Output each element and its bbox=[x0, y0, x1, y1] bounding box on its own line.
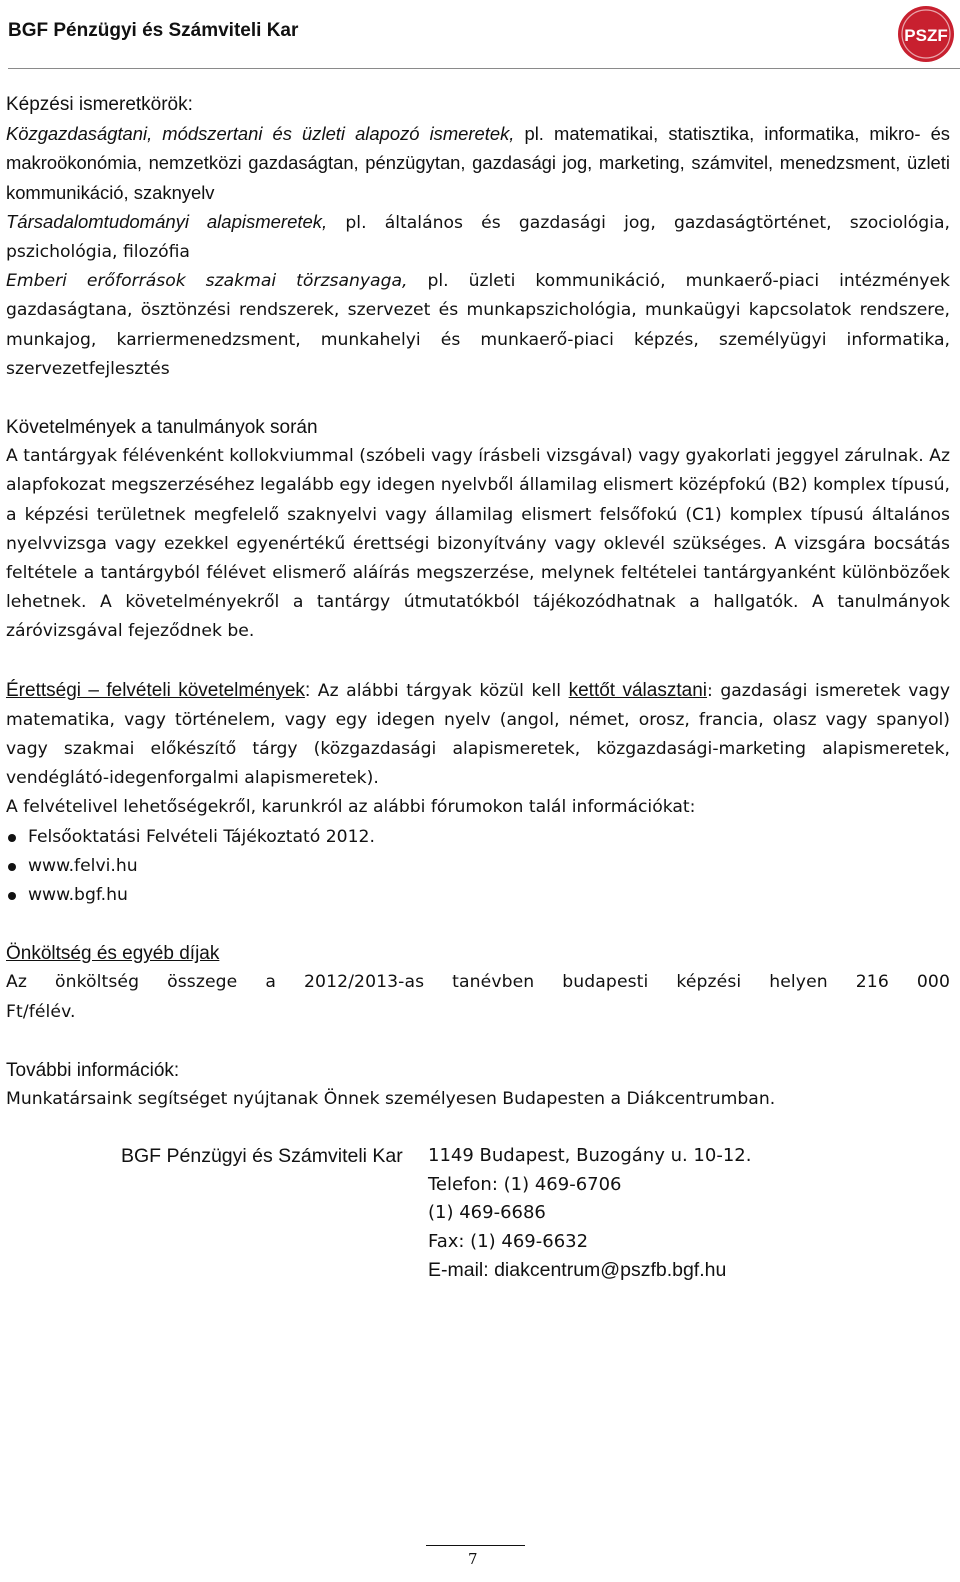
admission-text-after: : gazdasági ismeretek vagy matematika, vagy történelem, vagy egy idegen nyelv (angol, német, orosz, francia, olasz vagy spanyol) vagy szakmai előkészítő tárgy (közgazdasági alapismeretek, közgazdasági-marketing alapismeretek, vendéglátó-idegenforgalmi alapismeretek). bbox=[6, 680, 950, 789]
admission-colon: : bbox=[304, 679, 311, 701]
pszf-logo bbox=[896, 4, 956, 64]
header-divider bbox=[8, 68, 960, 69]
training-item-3-label: Emberi erőforrások szakmai törzsanyaga, bbox=[6, 271, 408, 292]
contact-name: BGF Pénzügyi és Számviteli Kar bbox=[121, 1145, 403, 1167]
admission-info-intro: A felvételivel lehetőségekről, karunkról az alábbi fórumokon talál információkat: bbox=[6, 797, 696, 818]
training-item-1 bbox=[6, 119, 950, 207]
contact-address: 1149 Budapest, Buzogány u. 10-12. bbox=[428, 1145, 752, 1166]
bullet-icon bbox=[8, 863, 16, 871]
admission-section bbox=[6, 676, 950, 911]
training-heading: Képzési ismeretkörök: bbox=[6, 94, 193, 115]
source-link[interactable]: www.felvi.hu bbox=[28, 855, 138, 876]
training-item-1-text: pl. matematikai, statisztika, informatika, mikro- és makroökonómia, nemzetközi gazdaságtan, pénzügytan, gazdasági jog, marketing, számvitel, menedzsment, üzleti kommunikáció, szaknyelv bbox=[6, 123, 950, 203]
list-item bbox=[6, 823, 950, 852]
bullet-icon bbox=[8, 834, 16, 842]
list-item bbox=[6, 852, 950, 881]
training-item-3-text: pl. üzleti kommunikáció, munkaerő-piaci intézmények gazdaságtana, ösztönzési rendszerek, szervezet és munkapszichológia, munkaügyi kapcsolatok rendszere, munkajog, karriermenedzsment, munkahelyi és munkaerő-piaci képzés, személyügyi informatika, szervezetfejlesztés bbox=[6, 271, 950, 379]
header-title: BGF Pénzügyi és Számviteli Kar bbox=[8, 20, 299, 41]
training-item-2-label: Társadalomtudományi alapismeretek, bbox=[6, 210, 328, 232]
list-item bbox=[6, 881, 950, 910]
training-item-3 bbox=[6, 267, 950, 384]
training-item-1-label: Közgazdaságtani, módszertani és üzleti alapozó ismeretek, bbox=[6, 123, 515, 145]
training-item-2-text: pl. általános és gazdasági jog, gazdaságtörténet, szociológia, pszichológia, filozófia bbox=[6, 212, 950, 263]
admission-text-before: Az alábbi tárgyak közül kell bbox=[310, 680, 569, 701]
logo-text: PSZF bbox=[904, 26, 948, 45]
footer-divider bbox=[426, 1545, 525, 1546]
training-item-2 bbox=[6, 207, 950, 267]
contact-fax: Fax: (1) 469-6632 bbox=[428, 1230, 589, 1252]
admission-heading: Érettségi – felvételi követelmények bbox=[6, 679, 305, 701]
training-section bbox=[6, 90, 950, 384]
page-number: 7 bbox=[468, 1550, 478, 1568]
admission-emphasis: kettőt választani bbox=[568, 679, 707, 701]
fees-section bbox=[6, 939, 950, 1027]
fees-heading: Önköltség és egyéb díjak bbox=[6, 943, 220, 965]
source-text: Felsőoktatási Felvételi Tájékoztató 2012. bbox=[28, 826, 375, 847]
more-info-text: Munkatársaink segítséget nyújtanak Önnek személyesen Budapesten a Diákcentrumban. bbox=[6, 1089, 776, 1110]
page-body bbox=[6, 90, 950, 1114]
source-link[interactable]: www.bgf.hu bbox=[28, 885, 128, 906]
contact-email[interactable]: E-mail: diakcentrum@pszfb.bgf.hu bbox=[428, 1259, 727, 1281]
sources-list bbox=[6, 823, 950, 911]
contact-phone-2: (1) 469-6686 bbox=[428, 1202, 546, 1223]
contact-details bbox=[428, 1142, 848, 1285]
bullet-icon bbox=[8, 892, 16, 900]
contact-phone: Telefon: (1) 469-6706 bbox=[428, 1173, 622, 1195]
fees-text: Az önköltség összege a 2012/2013-as tanévben budapesti képzési helyen 216 000 Ft/félév. bbox=[6, 972, 950, 1022]
more-info-heading: További információk: bbox=[6, 1059, 180, 1081]
more-info-section bbox=[6, 1056, 950, 1114]
requirements-section bbox=[6, 413, 950, 647]
admission-text bbox=[6, 676, 950, 794]
requirements-heading: Követelmények a tanulmányok során bbox=[6, 417, 318, 439]
requirements-text: A tantárgyak félévenként kollokviummal (szóbeli vagy írásbeli vizsgával) vagy gyakorlati jeggyel zárulnak. Az alapfokozat megszerzéséhez legalább egy idegen nyelvből államilag elismert középfokú (B2) komplex típusú, a képzési területnek megfelelő szaknyelvi vagy államilag elismert felsőfokú (C1) komplex típusú általános nyelvvizsga vagy ezekkel egyenértékű érettségi bizonyítvány vagy oklevél szükséges. A vizsgára bocsátás feltétele a tantárgyból félévet elismerő aláírás megszerzése, melynek feltételei tantárgyanként különbözőek lehetnek. A követelményekről a tantárgy útmutatókból tájékozódhatnak a hallgatók. A tanulmányok záróvizsgával fejeződnek be. bbox=[6, 446, 950, 642]
